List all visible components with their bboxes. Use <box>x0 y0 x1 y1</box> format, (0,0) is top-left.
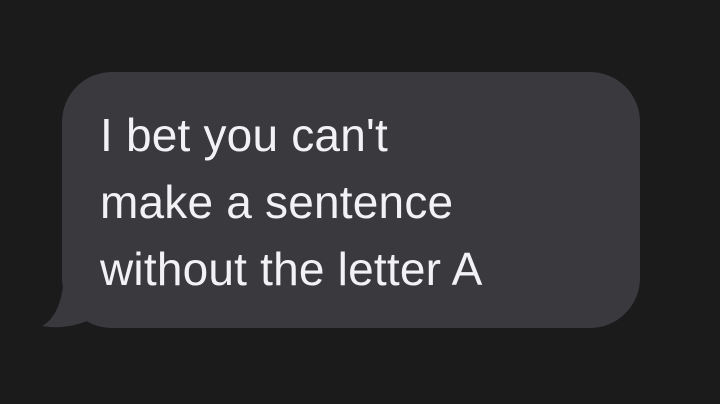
message-line-2: make a sentence <box>100 176 454 228</box>
message-line-1: I bet you can't <box>100 109 388 161</box>
message-text <box>100 102 640 303</box>
received-message-bubble[interactable] <box>40 72 642 332</box>
message-line-3: without the letter A <box>100 243 483 295</box>
